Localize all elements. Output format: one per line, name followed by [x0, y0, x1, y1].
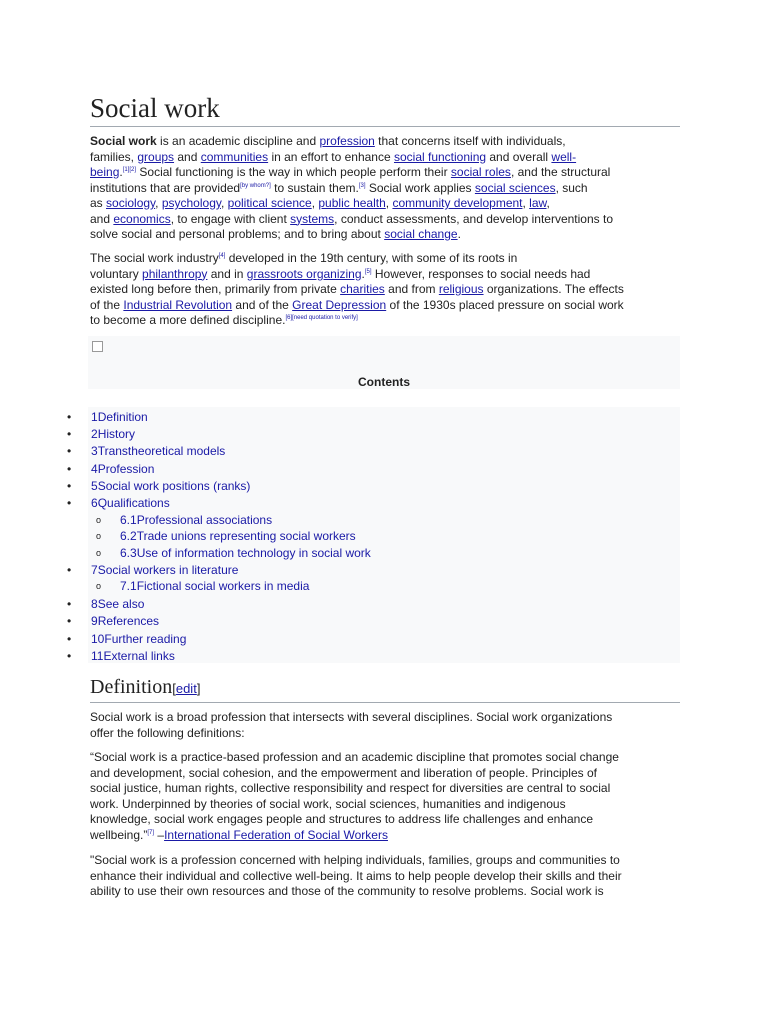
link-philanthropy[interactable]: philanthropy	[142, 266, 208, 281]
text: existed long before then, primarily from private	[90, 282, 341, 296]
link-political-science[interactable]: political science	[227, 196, 312, 210]
text: that concerns itself with individuals,	[374, 134, 566, 148]
text: .	[361, 266, 365, 281]
text: –	[154, 827, 165, 842]
toc-item-label: Qualifications	[97, 496, 170, 510]
bullet-icon: •	[67, 649, 72, 663]
link-religious[interactable]: religious	[438, 282, 484, 296]
toc-item[interactable]	[67, 562, 239, 578]
link-communities[interactable]: communities	[200, 149, 269, 164]
toc-item-number: 11	[91, 649, 104, 663]
bullet-icon: •	[67, 496, 72, 510]
bullet-icon: •	[67, 427, 72, 441]
bullet-icon: •	[67, 462, 72, 476]
link-groups[interactable]: groups	[137, 149, 175, 164]
toc-title: Contents	[358, 375, 410, 389]
text: families,	[90, 149, 138, 164]
toc-item-label: Definition	[97, 410, 148, 424]
text: ,	[385, 196, 393, 210]
toc-item-number: 6.1	[120, 513, 137, 527]
toc-item[interactable]	[67, 596, 145, 612]
edit-close-bracket: ]	[196, 681, 201, 696]
text-line: and development, social cohesion, and the empowerment and liberation of people. Principles of	[90, 765, 597, 780]
section-heading-definition	[90, 676, 680, 703]
toc-item-number: 10	[91, 632, 105, 646]
toc-item[interactable]	[67, 631, 187, 647]
bullet-icon: •	[67, 479, 72, 493]
toc-item[interactable]	[96, 528, 356, 544]
toc-item-label: History	[97, 427, 136, 441]
text: and	[90, 211, 114, 226]
link-wellbeing[interactable]: well-	[551, 149, 577, 164]
link-ifsw[interactable]: International Federation of Social Workers	[164, 827, 388, 842]
text: ,	[546, 196, 550, 210]
text-line: knowledge, social work engages people and structures to address life challenges and enhance	[90, 812, 593, 826]
sub-bullet-icon: o	[96, 548, 102, 558]
citation-4[interactable]: [4]	[218, 253, 226, 259]
intro-paragraph-1	[90, 134, 690, 243]
text: voluntary	[90, 266, 143, 281]
toc-item-number: 7	[91, 563, 98, 577]
toc-item-number: 8	[91, 597, 98, 611]
toc-item-label: References	[97, 614, 160, 628]
text: , to engage with client	[170, 211, 291, 226]
toc-item[interactable]	[67, 478, 251, 494]
toc-item[interactable]	[67, 648, 175, 664]
toc-item-number: 6	[91, 496, 98, 510]
text: in an effort to enhance	[268, 149, 394, 164]
toc-item-number: 6.3	[120, 546, 137, 560]
text: of the	[90, 297, 124, 312]
edit-open-bracket: [	[172, 681, 176, 696]
text: as	[90, 196, 107, 210]
text: ,	[220, 196, 228, 210]
link-charities[interactable]: charities	[340, 282, 385, 296]
text: to become a more defined discipline.	[90, 313, 286, 327]
toc-item-number: 9	[91, 614, 98, 628]
toc-item-label: Transtheoretical models	[97, 444, 226, 458]
text-line: Social work is a broad profession that intersects with several disciplines. Social work organizations	[90, 710, 613, 724]
text: The social work industry	[90, 251, 219, 265]
toc-item-label: See also	[97, 597, 145, 611]
bullet-icon: •	[67, 444, 72, 458]
toc-item-number: 6.2	[120, 529, 137, 543]
link-social-change[interactable]: social change	[384, 227, 458, 241]
text: of the 1930s placed pressure on social work	[386, 297, 624, 312]
text: and overall	[486, 149, 552, 164]
toc-item-label: Trade unions representing social workers	[136, 529, 356, 543]
toc-item-label: Use of information technology in social work	[136, 546, 371, 560]
toc-item[interactable]	[67, 443, 226, 459]
link-great-depression[interactable]: Great Depression	[292, 297, 387, 312]
link-systems[interactable]: systems	[290, 211, 335, 226]
edit-link[interactable]: edit	[175, 681, 197, 696]
text: , and the structural	[510, 165, 611, 179]
toc-item[interactable]	[96, 578, 310, 594]
link-social-roles[interactable]: social roles	[450, 165, 511, 179]
text: developed in the 19th century, with some of its roots in	[225, 251, 518, 265]
toc-item[interactable]	[67, 409, 148, 425]
text-line: work. Underpinned by theories of social work, social sciences, humanities and indigenous	[90, 796, 566, 811]
text: However, responses to social needs had	[371, 266, 591, 281]
link-economics[interactable]: economics	[113, 211, 171, 226]
sub-bullet-icon: o	[96, 515, 102, 525]
toc-item-number: 1	[91, 410, 98, 424]
link-social-sciences[interactable]: social sciences	[474, 180, 556, 195]
link-public-health[interactable]: public health	[318, 196, 386, 210]
toc-item-number: 2	[91, 427, 98, 441]
toc-item-number: 3	[91, 444, 98, 458]
text-line: “Social work is a practice-based profession and an academic discipline that promotes social change	[90, 750, 619, 764]
definition-quote-2	[90, 853, 690, 900]
citation-3[interactable]: [3]	[358, 182, 366, 189]
bullet-icon: •	[67, 614, 72, 628]
page-title: Social work	[90, 92, 680, 127]
citation-5[interactable]: [5]	[364, 268, 372, 275]
link-community-development[interactable]: community development	[392, 196, 523, 210]
text: and in	[207, 266, 247, 281]
link-grassroots-organizing[interactable]: grassroots organizing	[246, 266, 362, 281]
toc-item-label: Further reading	[104, 632, 187, 646]
toc-item[interactable]	[67, 613, 160, 629]
link-law[interactable]: law	[529, 196, 547, 210]
citation-6-need-quotation[interactable]: [6][need quotation to verify]	[285, 315, 358, 321]
text: .	[119, 165, 123, 179]
toc-item[interactable]	[96, 545, 371, 561]
sub-bullet-icon: o	[96, 531, 102, 541]
toc-item-label: Fictional social workers in media	[136, 579, 310, 593]
text-line: ability to use their own resources and those of the community to resolve problems. Social work is	[90, 884, 604, 898]
citation-by-whom[interactable]: [by whom?]	[240, 182, 271, 189]
text-line: "Social work is a profession concerned with helping individuals, families, groups and communities to	[90, 853, 620, 867]
bullet-icon: •	[67, 597, 72, 611]
toc-item-label: External links	[103, 649, 175, 663]
toc-item[interactable]	[96, 512, 273, 528]
definition-quote-1	[90, 750, 690, 843]
link-wellbeing-cont[interactable]: being	[90, 165, 120, 179]
text: ,	[311, 196, 319, 210]
toc-item[interactable]	[67, 461, 155, 477]
text: .	[457, 227, 461, 241]
text-line: enhance their individual and collective well-being. It aims to help people develop their skills and their	[90, 868, 622, 883]
link-sociology[interactable]: sociology	[106, 196, 156, 210]
link-psychology[interactable]: psychology	[161, 196, 221, 210]
text: ,	[522, 196, 530, 210]
text: ,	[155, 196, 162, 210]
text: and of the	[232, 297, 293, 312]
intro-paragraph-2	[90, 251, 690, 329]
text: wellbeing.”	[90, 827, 148, 842]
bullet-icon: •	[67, 563, 72, 577]
toc-toggle-checkbox[interactable]	[92, 341, 103, 352]
text-line: social justice, human rights, collective responsibility and respect for diversities are central to social	[90, 781, 611, 795]
text: and	[174, 149, 201, 164]
text: solve social and personal problems; and to bring about	[90, 227, 385, 241]
text: and from	[384, 282, 439, 296]
toc-item-label: Professional associations	[136, 513, 273, 527]
text: institutions that are provided	[90, 180, 241, 195]
sub-bullet-icon: o	[96, 581, 102, 591]
text: to sustain them.	[270, 180, 359, 195]
text: is an academic discipline and	[156, 134, 320, 148]
toc-item-label: Social workers in literature	[97, 563, 239, 577]
toc-item-label: Social work positions (ranks)	[97, 479, 251, 493]
text: Social work applies	[365, 180, 475, 195]
toc-item-number: 5	[91, 479, 98, 493]
toc-item[interactable]	[67, 495, 170, 511]
link-industrial-revolution[interactable]: Industrial Revolution	[123, 297, 233, 312]
citation-7[interactable]: [7]	[147, 829, 155, 836]
bold-term: Social work	[90, 134, 157, 148]
text: organizations. The effects	[483, 282, 624, 296]
toc-item-label: Profession	[97, 462, 155, 476]
bullet-icon: •	[67, 632, 72, 646]
text-line: offer the following definitions:	[90, 725, 245, 740]
definition-heading: Definition	[90, 676, 173, 698]
bullet-icon: •	[67, 410, 72, 424]
text: Social functioning is the way in which people perform their	[136, 165, 451, 179]
toc-item-number: 4	[91, 462, 98, 476]
link-social-functioning[interactable]: social functioning	[393, 149, 487, 164]
text: , conduct assessments, and develop interventions to	[334, 211, 613, 226]
citation-1-2[interactable]: [1][2]	[122, 167, 137, 173]
toc-item-number: 7.1	[120, 579, 137, 593]
definition-intro	[90, 710, 690, 741]
link-profession[interactable]: profession	[319, 134, 375, 148]
text: , such	[555, 180, 588, 195]
toc-item[interactable]	[67, 426, 136, 442]
